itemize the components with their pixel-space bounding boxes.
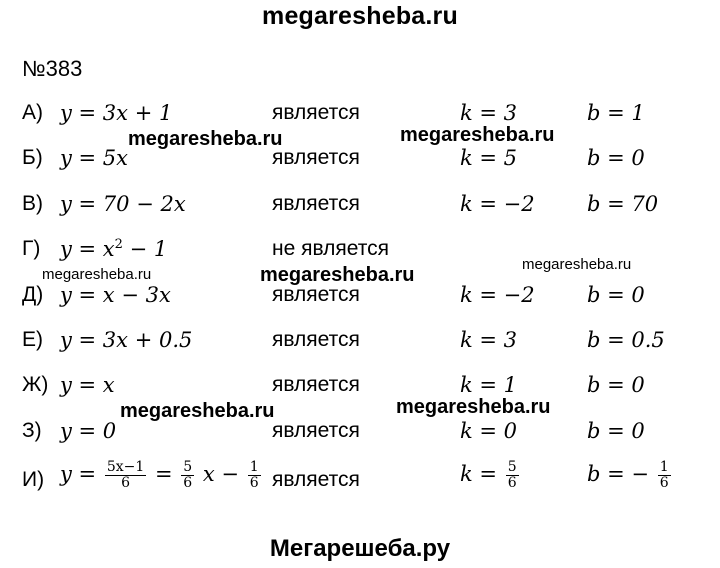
row-status: является [272, 192, 360, 215]
row-k: k = 1 [460, 373, 518, 397]
row-equation: y = 3x + 0.5 [60, 328, 193, 352]
watermark: megaresheba.ru [260, 264, 415, 286]
fraction-numerator: 1 [659, 459, 669, 475]
row-label: И) [22, 468, 45, 491]
row-label: А) [22, 101, 43, 124]
equation-lhs: y = x [60, 237, 115, 261]
row-status: является [272, 101, 360, 124]
fraction-numerator: 5x−1 [106, 459, 145, 475]
site-header: megaresheba.ru [262, 2, 458, 30]
problem-number: №383 [22, 56, 83, 81]
fraction-denominator: 6 [183, 475, 193, 491]
watermark: megaresheba.ru [522, 256, 632, 273]
fraction-numerator: 1 [249, 459, 259, 475]
row-k: k = −2 [460, 192, 535, 216]
row-status: является [272, 468, 360, 491]
fraction [658, 460, 671, 491]
k-lhs: k = [460, 462, 497, 486]
equation-x: x − [202, 462, 239, 486]
row-status: является [272, 373, 360, 396]
answer-row-a [0, 101, 720, 141]
equation-rhs: − 1 [122, 237, 168, 261]
fraction-denominator: 6 [249, 475, 259, 491]
answer-row-d [0, 283, 720, 323]
equals-sign: = [154, 462, 173, 486]
answer-row-b [0, 146, 720, 186]
answer-row-zh [0, 373, 720, 413]
answer-row-v [0, 192, 720, 232]
row-label: В) [22, 192, 43, 215]
fraction [506, 460, 519, 491]
site-footer: Мегарешеба.ру [269, 535, 451, 562]
fraction [105, 460, 146, 491]
watermark: megaresheba.ru [400, 124, 555, 146]
row-equation: y = x [60, 373, 115, 397]
row-equation: y = 0 [60, 419, 117, 443]
fraction-numerator: 5 [507, 459, 517, 475]
answer-row-e [0, 328, 720, 368]
row-equation [60, 237, 167, 261]
watermark: megaresheba.ru [42, 266, 152, 283]
answer-row-z [0, 419, 720, 459]
row-equation [60, 460, 263, 491]
row-k: k = 3 [460, 101, 518, 125]
fraction-denominator: 6 [659, 475, 669, 491]
watermark: megaresheba.ru [396, 396, 551, 418]
row-k: k = 0 [460, 419, 518, 443]
watermark: megaresheba.ru [120, 400, 275, 422]
row-k: k = 5 [460, 146, 518, 170]
fraction [181, 460, 194, 491]
row-status: является [272, 283, 360, 306]
row-label: Ж) [22, 373, 49, 396]
row-equation: y = x − 3x [60, 283, 171, 307]
row-b: b = 0 [587, 146, 645, 170]
row-label: Г) [22, 237, 41, 260]
row-k [460, 460, 521, 491]
row-b: b = 1 [587, 101, 645, 125]
fraction-denominator: 6 [121, 475, 131, 491]
watermark: megaresheba.ru [128, 128, 283, 150]
row-label: Б) [22, 146, 43, 169]
row-status: не является [272, 237, 390, 260]
fraction-denominator: 6 [507, 475, 517, 491]
row-k: k = −2 [460, 283, 535, 307]
equation-y: y = [60, 462, 97, 486]
row-status: является [272, 328, 360, 351]
b-lhs: b = − [587, 462, 649, 486]
row-status: является [272, 419, 360, 442]
row-label: Д) [22, 283, 44, 306]
fraction-numerator: 5 [183, 459, 193, 475]
row-b: b = 0.5 [587, 328, 665, 352]
row-label: Е) [22, 328, 43, 351]
row-equation: y = 70 − 2x [60, 192, 186, 216]
fraction [248, 460, 261, 491]
exponent: 2 [114, 237, 123, 252]
row-label: З) [22, 419, 42, 442]
row-b: b = 0 [587, 419, 645, 443]
row-b: b = 0 [587, 373, 645, 397]
row-equation: y = 3x + 1 [60, 101, 173, 125]
row-b: b = 0 [587, 283, 645, 307]
answer-row-i [0, 460, 720, 500]
row-equation: y = 5x [60, 146, 129, 170]
row-k: k = 3 [460, 328, 518, 352]
row-b [587, 460, 673, 491]
row-b: b = 70 [587, 192, 659, 216]
row-status: является [272, 146, 360, 169]
